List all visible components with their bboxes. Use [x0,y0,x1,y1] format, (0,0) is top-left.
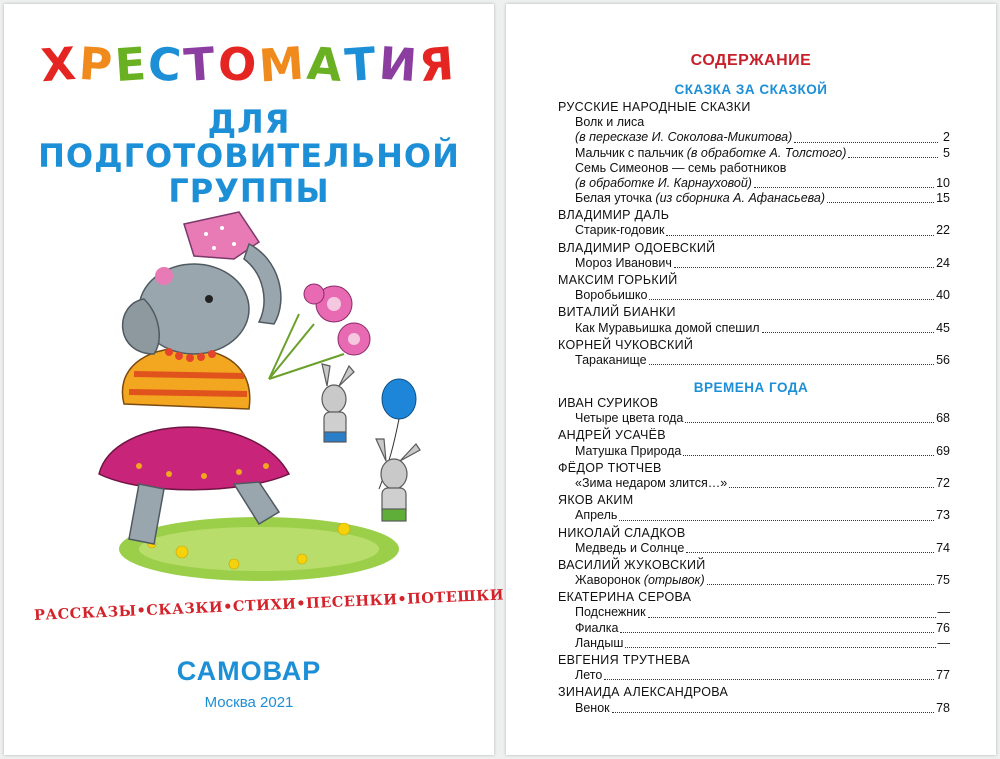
toc-entry[interactable] [558,146,950,161]
toc-entry-title [575,668,602,683]
section-list-seasons [558,396,950,718]
toc-entry[interactable] [558,621,950,636]
toc-dot-leader [827,201,934,203]
cover-title [4,38,494,91]
toc-entry[interactable] [558,541,950,556]
toc-entry-title [575,636,623,651]
toc-author: ВИТАЛИЙ БИАНКИ [558,305,676,320]
toc-page-number: 24 [936,255,950,270]
publication-city-year: Москва 2021 [204,694,294,711]
toc-dot-leader [754,186,934,188]
contents-heading: СОДЕРЖАНИЕ [690,52,812,69]
toc-dot-leader [674,266,934,268]
toc-page-number: 75 [936,573,950,588]
toc-entry-note: (в пересказе И. Соколова-Микитова) [575,130,793,145]
toc-entry[interactable] [558,668,950,683]
toc-entry-title-text: Матушка Природа [575,443,682,458]
toc-entry[interactable] [558,176,950,191]
toc-entry-title [575,176,752,191]
toc-entry[interactable] [558,701,950,716]
toc-author: ЕВГЕНИЯ ТРУТНЕВА [558,653,690,667]
toc-entry-title-text: «Зима недаром злится…» [575,475,728,490]
toc-entry-note: (отрывок) [643,573,705,588]
toc-page-number: 10 [936,175,950,190]
cover-subtitle-line-1: ДЛЯ [207,103,291,141]
toc-entry-title [575,191,825,206]
toc-entry-title [575,605,646,620]
toc-entry-title-text: Мальчик с пальчик [575,145,687,160]
toc-entry-title [575,288,647,303]
table-of-contents-page [506,4,996,755]
toc-author: РУССКИЕ НАРОДНЫЕ СКАЗКИ [558,100,751,114]
toc-author: ЗИНАИДА АЛЕКСАНДРОВА [558,685,729,700]
toc-page-number: 2 [943,130,950,145]
toc-entry[interactable] [558,444,950,459]
toc-entry-title-text: Семь Симеонов — семь работников [575,160,787,175]
toc-entry[interactable] [558,256,950,271]
toc-entry[interactable] [558,115,950,130]
toc-dot-leader [685,421,934,423]
toc-entry-title [575,476,727,491]
toc-entry-title [575,573,705,588]
toc-dot-leader [619,519,934,521]
toc-dot-leader [648,616,936,618]
toc-dot-leader [620,631,934,633]
toc-dot-leader [762,331,934,333]
toc-entry[interactable] [558,321,950,336]
cover-title-letter: Т [343,36,381,93]
toc-entry-title-text: Фиалка [575,620,619,635]
toc-page-number: 56 [936,352,950,367]
toc-dot-leader [794,141,938,143]
toc-author: МАКСИМ ГОРЬКИЙ [558,273,678,288]
toc-page-number: 40 [936,288,950,303]
toc-entry[interactable] [558,636,950,651]
toc-entry-title-text: Воробьишко [575,288,648,303]
toc-page-number: 73 [936,508,950,523]
toc-entry-note: (в обработке А. Толстого) [686,145,847,160]
cover-subtitle-line-2: ПОДГОТОВИТЕЛЬНОЙ [38,137,460,175]
toc-dot-leader [683,454,934,456]
toc-dot-leader [666,234,934,236]
toc-entry-title-text: Подснежник [575,605,646,620]
toc-entry-title [575,161,786,176]
toc-entry[interactable] [558,130,950,145]
toc-entry[interactable] [558,353,950,368]
toc-page-number: 76 [936,620,950,635]
toc-dot-leader [729,486,934,488]
toc-entry-title-text: Медведь и Солнце [575,540,685,555]
toc-entry[interactable] [558,411,950,426]
section-heading-fairy-tales: СКАЗКА ЗА СКАЗКОЙ [674,82,828,97]
toc-entry-title [575,508,617,523]
toc-entry-title-text: Мороз Иванович [575,255,672,270]
toc-entry-title [575,130,792,145]
toc-entry-title [575,541,684,556]
toc-entry[interactable] [558,288,950,303]
cover-title-letter: М [257,36,309,93]
toc-entry[interactable] [558,573,950,588]
toc-entry-title [575,146,846,161]
toc-dot-leader [649,363,934,365]
toc-author: НИКОЛАЙ СЛАДКОВ [558,525,686,540]
toc-group-spacer [558,368,950,370]
toc-entry-title-text: Лето [575,668,603,683]
toc-group-spacer [558,716,950,718]
toc-page-number: 45 [936,320,950,335]
cover-genres-line: РАССКАЗЫ•СКАЗКИ•СТИХИ•ПЕСЕНКИ•ПОТЕШКИ [33,586,505,624]
toc-entry-title-text: Четыре цвета года [575,411,684,426]
toc-author: КОРНЕЙ ЧУКОВСКИЙ [558,337,694,352]
cover-title-letter: Р [76,36,117,93]
toc-entry-title [575,444,681,459]
toc-page-number: — [937,605,950,620]
toc-author: ЯКОВ АКИМ [558,493,634,508]
book-cover-page [4,4,505,755]
toc-page-number: 22 [936,223,950,238]
toc-author: АНДРЕЙ УСАЧЁВ [558,428,666,443]
toc-entry-title-text: Жаворонок [575,573,644,588]
toc-entry[interactable] [558,161,950,176]
toc-entry-title-text: Апрель [575,508,618,523]
toc-author: ЕКАТЕРИНА СЕРОВА [558,590,692,605]
toc-page-number: 15 [936,191,950,206]
cover-title-letter: О [216,36,262,93]
toc-page-number: 74 [936,540,950,555]
toc-author: ВАСИЛИЙ ЖУКОВСКИЙ [558,557,706,572]
toc-entry[interactable] [558,508,950,523]
toc-page-number: 77 [936,668,950,683]
toc-entry-title-text: Старик-годовик [575,223,665,238]
toc-entry[interactable] [558,476,950,491]
toc-entry-title [575,256,672,271]
toc-entry-title-text: Волк и лиса [575,115,645,130]
elephant-and-hares-illustration [44,204,444,594]
toc-dot-leader [649,298,934,300]
toc-page-number: — [937,635,950,650]
toc-entry-title-text: Тараканище [575,352,647,367]
toc-dot-leader [848,156,938,158]
publisher-logo: САМОВАР [176,656,322,686]
toc-author: ВЛАДИМИР ДАЛЬ [558,208,670,223]
toc-dot-leader [612,711,934,713]
toc-page-number: 5 [943,145,950,160]
toc-entry-title [575,115,644,130]
toc-dot-leader [707,583,934,585]
toc-entry-title [575,701,610,716]
toc-entry-title-text: Как Муравьишка домой спешил [575,320,760,335]
cover-title-letter: Х [39,36,81,93]
toc-dot-leader [625,646,935,648]
toc-entry-title-text: Венок [575,700,610,715]
toc-author: ИВАН СУРИКОВ [558,396,659,410]
toc-entry-title-text: Белая уточка [575,191,656,206]
toc-entry-note: (в обработке И. Карнауховой) [575,175,752,190]
cover-title-letter: И [376,36,422,93]
toc-entry-note: (из сборника А. Афанасьева) [655,191,826,206]
cover-subtitle-line-3: ГРУППЫ [168,172,330,210]
cover-title-letter: Т [182,36,220,93]
toc-entry-title-text: Ландыш [575,635,624,650]
toc-page-number: 78 [936,700,950,715]
cover-title-letter: Я [417,36,459,93]
toc-entry[interactable] [558,224,950,239]
toc-entry[interactable] [558,605,950,620]
toc-entry-title [575,353,647,368]
section-list-fairy-tales [558,100,950,370]
toc-dot-leader [686,551,934,553]
toc-page-number: 69 [936,443,950,458]
toc-author: ФЁДОР ТЮТЧЕВ [558,460,662,475]
toc-entry-title [575,621,618,636]
toc-author: ВЛАДИМИР ОДОЕВСКИЙ [558,240,716,255]
toc-page-number: 68 [936,411,950,426]
toc-entry-title [575,321,760,336]
toc-entry-title [575,223,664,238]
toc-page-number: 72 [936,475,950,490]
toc-entry-title [575,411,683,426]
toc-entry[interactable] [558,191,950,206]
cover-title-letter: С [146,36,187,93]
cover-title-letter: Е [112,36,151,93]
toc-dot-leader [604,678,934,680]
section-heading-seasons: ВРЕМЕНА ГОДА [693,380,809,395]
cover-title-letter: А [305,36,347,93]
